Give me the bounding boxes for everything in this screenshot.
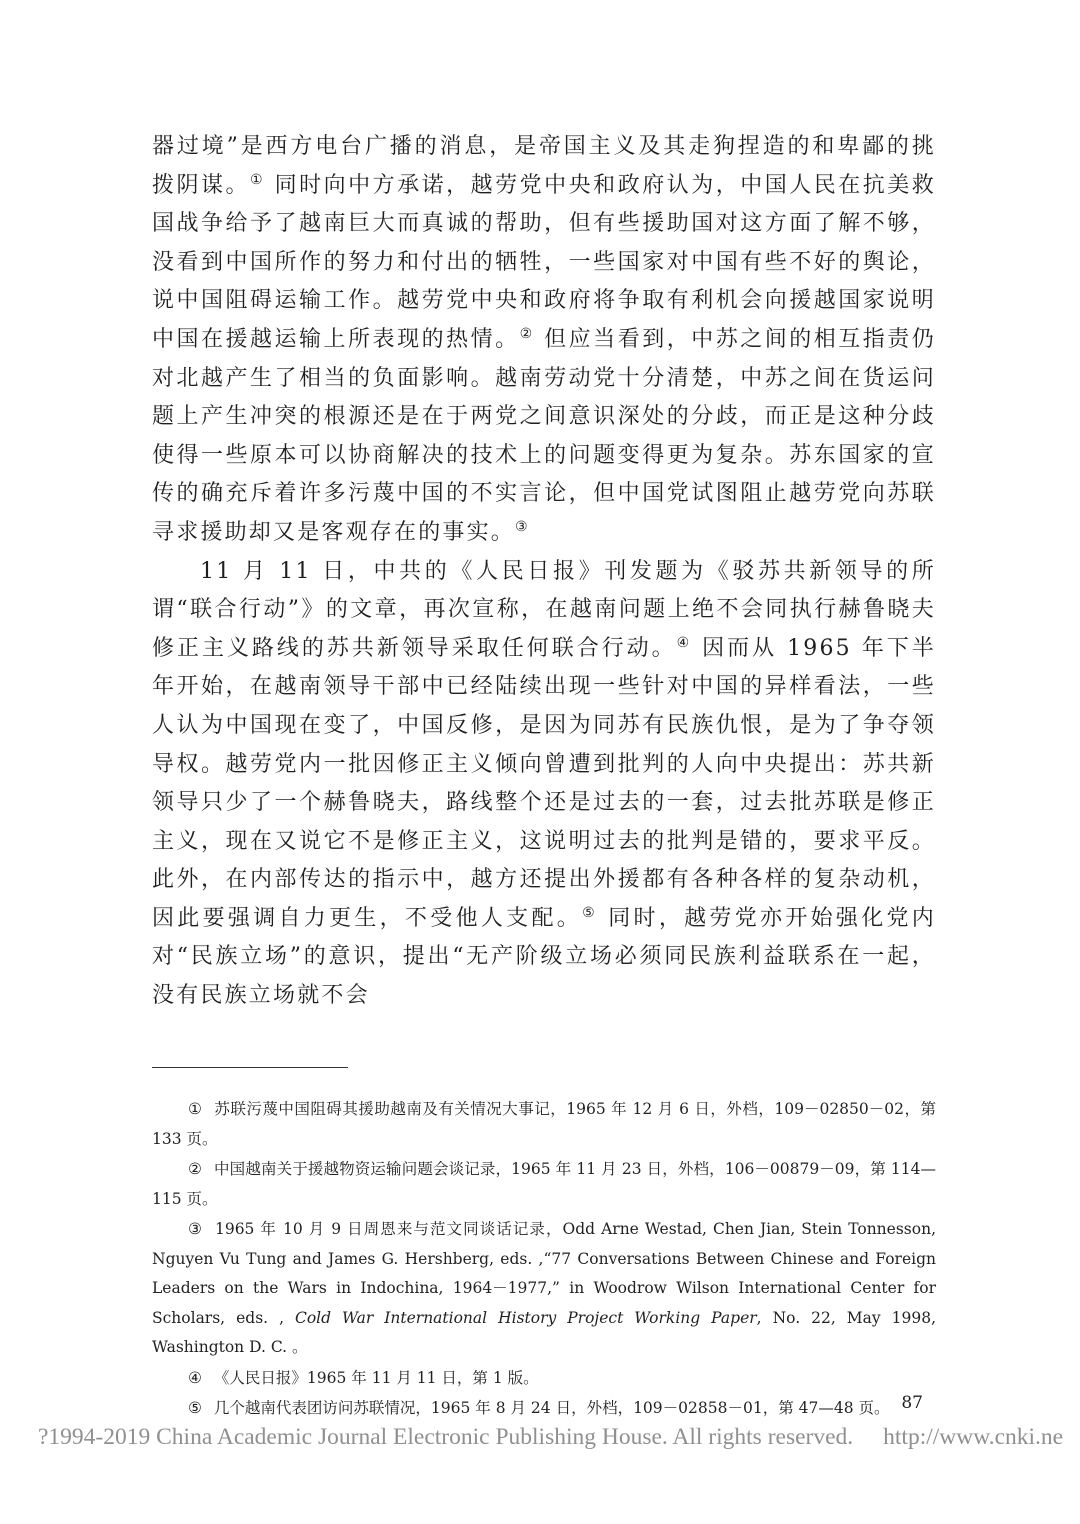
footnote-divider bbox=[152, 1067, 348, 1068]
footnote-1 bbox=[152, 1095, 936, 1154]
paragraph-2-text-c: 同时，越劳党亦开始强化党内对“民族立场”的意识，提出“无产阶级立场必须同民族利益联系在一起，没有民族立场就不会 bbox=[152, 905, 937, 1009]
footnote-ref-4[interactable]: ④ bbox=[676, 634, 693, 651]
page-number: 87 bbox=[901, 1393, 923, 1413]
footnote-5 bbox=[152, 1394, 936, 1424]
footnote-ref-1[interactable]: ① bbox=[250, 171, 266, 188]
paragraph-2 bbox=[152, 553, 936, 1016]
paragraph-1 bbox=[152, 128, 936, 553]
body-text bbox=[152, 128, 936, 1016]
footnote-5-number: ⑤ bbox=[188, 1399, 202, 1417]
paragraph-2-text-a: 11 月 11 日，中共的《人民日报》刊发题为《驳苏共新领导的所谓“联合行动”》的文章，再次宣称，在越南问题上绝不会同执行赫鲁晓夫修正主义路线的苏共新领导采取任何联合行动。 bbox=[152, 558, 936, 661]
footnotes bbox=[152, 1095, 936, 1425]
footnote-ref-3[interactable]: ③ bbox=[515, 518, 530, 535]
footnote-1-text: 苏联污蔑中国阻碍其援助越南及有关情况大事记，1965 年 12 月 6 日，外档，109－02850－02，第 133 页。 bbox=[152, 1100, 936, 1148]
paragraph-1-text-b: 同时向中方承诺，越劳党中央和政府认为，中国人民在抗美救国战争给予了越南巨大而真诚的帮助，但有些援助国对这方面了解不够，没看到中国所作的努力和付出的牺牲，一些国家对中国有些不好的舆论，说中国阻碍运输工作。越劳党中央和政府将争取有利机会向援越国家说明中国在援越运输上所表现的热情。 bbox=[152, 172, 936, 352]
footnote-5-text: 几个越南代表团访问苏联情况，1965 年 8 月 24 日，外档，109－02858－01，第 47—48 页。 bbox=[213, 1399, 890, 1417]
footnote-2-text: 中国越南关于援越物资运输问题会谈记录，1965 年 11 月 23 日，外档，106－00879－09，第 114—115 页。 bbox=[152, 1160, 936, 1208]
footnote-4 bbox=[152, 1364, 936, 1394]
copyright-footer bbox=[38, 1424, 1080, 1451]
footnote-4-number: ④ bbox=[188, 1368, 202, 1387]
paragraph-1-text-a: 器过境”是西方电台广播的消息，是帝国主义及其走狗捏造的和卑鄙的挑拨阴谋。 bbox=[152, 134, 936, 198]
footnote-2 bbox=[152, 1155, 936, 1214]
footnote-3 bbox=[152, 1215, 936, 1363]
paragraph-1-text-c: 但应当看到，中苏之间的相互指责仍对北越产生了相当的负面影响。越南劳动党十分清楚，中苏之间在货运问题上产生冲突的根源还是在于两党之间意识深处的分歧，而正是这种分歧使得一些原本可以协商解决的技术上的问题变得更为复杂。苏东国家的宣传的确充斥着许多污蔑中国的不实言论，但中国党试图阻止越劳党向苏联寻求援助却又是客观存在的事实。 bbox=[152, 326, 936, 545]
footnote-3-number: ③ bbox=[188, 1220, 203, 1238]
footnote-ref-5[interactable]: ⑤ bbox=[582, 904, 598, 921]
copyright-text: ?1994-2019 China Academic Journal Electronic Publishing House. All rights reserved. bbox=[38, 1424, 854, 1450]
footnote-2-number: ② bbox=[188, 1160, 203, 1178]
footnote-3-text-end: , No. 22, May 1998, Washington D. C. 。 bbox=[152, 1308, 936, 1356]
footnote-4-text: 《人民日报》1965 年 11 月 11 日，第 1 版。 bbox=[213, 1368, 539, 1387]
paragraph-2-text-b: 因而从 1965 年下半年开始，在越南领导干部中已经陆续出现一些针对中国的异样看法，一些人认为中国现在变了，中国反修，是因为同苏有民族仇恨，是为了争夺领导权。越劳党内一批因修正主义倾向曾遭到批判的人向中央提出：苏共新领导只少了一个赫鲁晓夫，路线整个还是过去的一套，过去批苏联是修正主义，现在又说它不是修正主义，这说明过去的批判是错的，要求平反。此外，在内部传达的指示中，越方还提出外援都有各种各样的复杂动机，因此要强调自力更生，不受他人支配。 bbox=[152, 635, 936, 931]
footnote-1-number: ① bbox=[188, 1100, 203, 1118]
footnote-ref-2[interactable]: ② bbox=[519, 325, 535, 342]
footnote-3-italic-title: Cold War International History Project Working Paper bbox=[294, 1308, 757, 1327]
cnki-url[interactable]: http://www.cnki.ne bbox=[883, 1424, 1064, 1450]
footnote-3-text: 1965 年 10 月 9 日周恩来与范文同谈话记录，Odd Arne Westad, Chen Jian, Stein Tonnesson, Nguyen Vu Tung and James G. Hershberg, eds. ,“77 Conversations Between Chinese and Foreign Leaders on the Wars in Indochina, 1964－1977,” in Woodrow Wilson International Center for Scholars, eds. , bbox=[152, 1220, 936, 1327]
